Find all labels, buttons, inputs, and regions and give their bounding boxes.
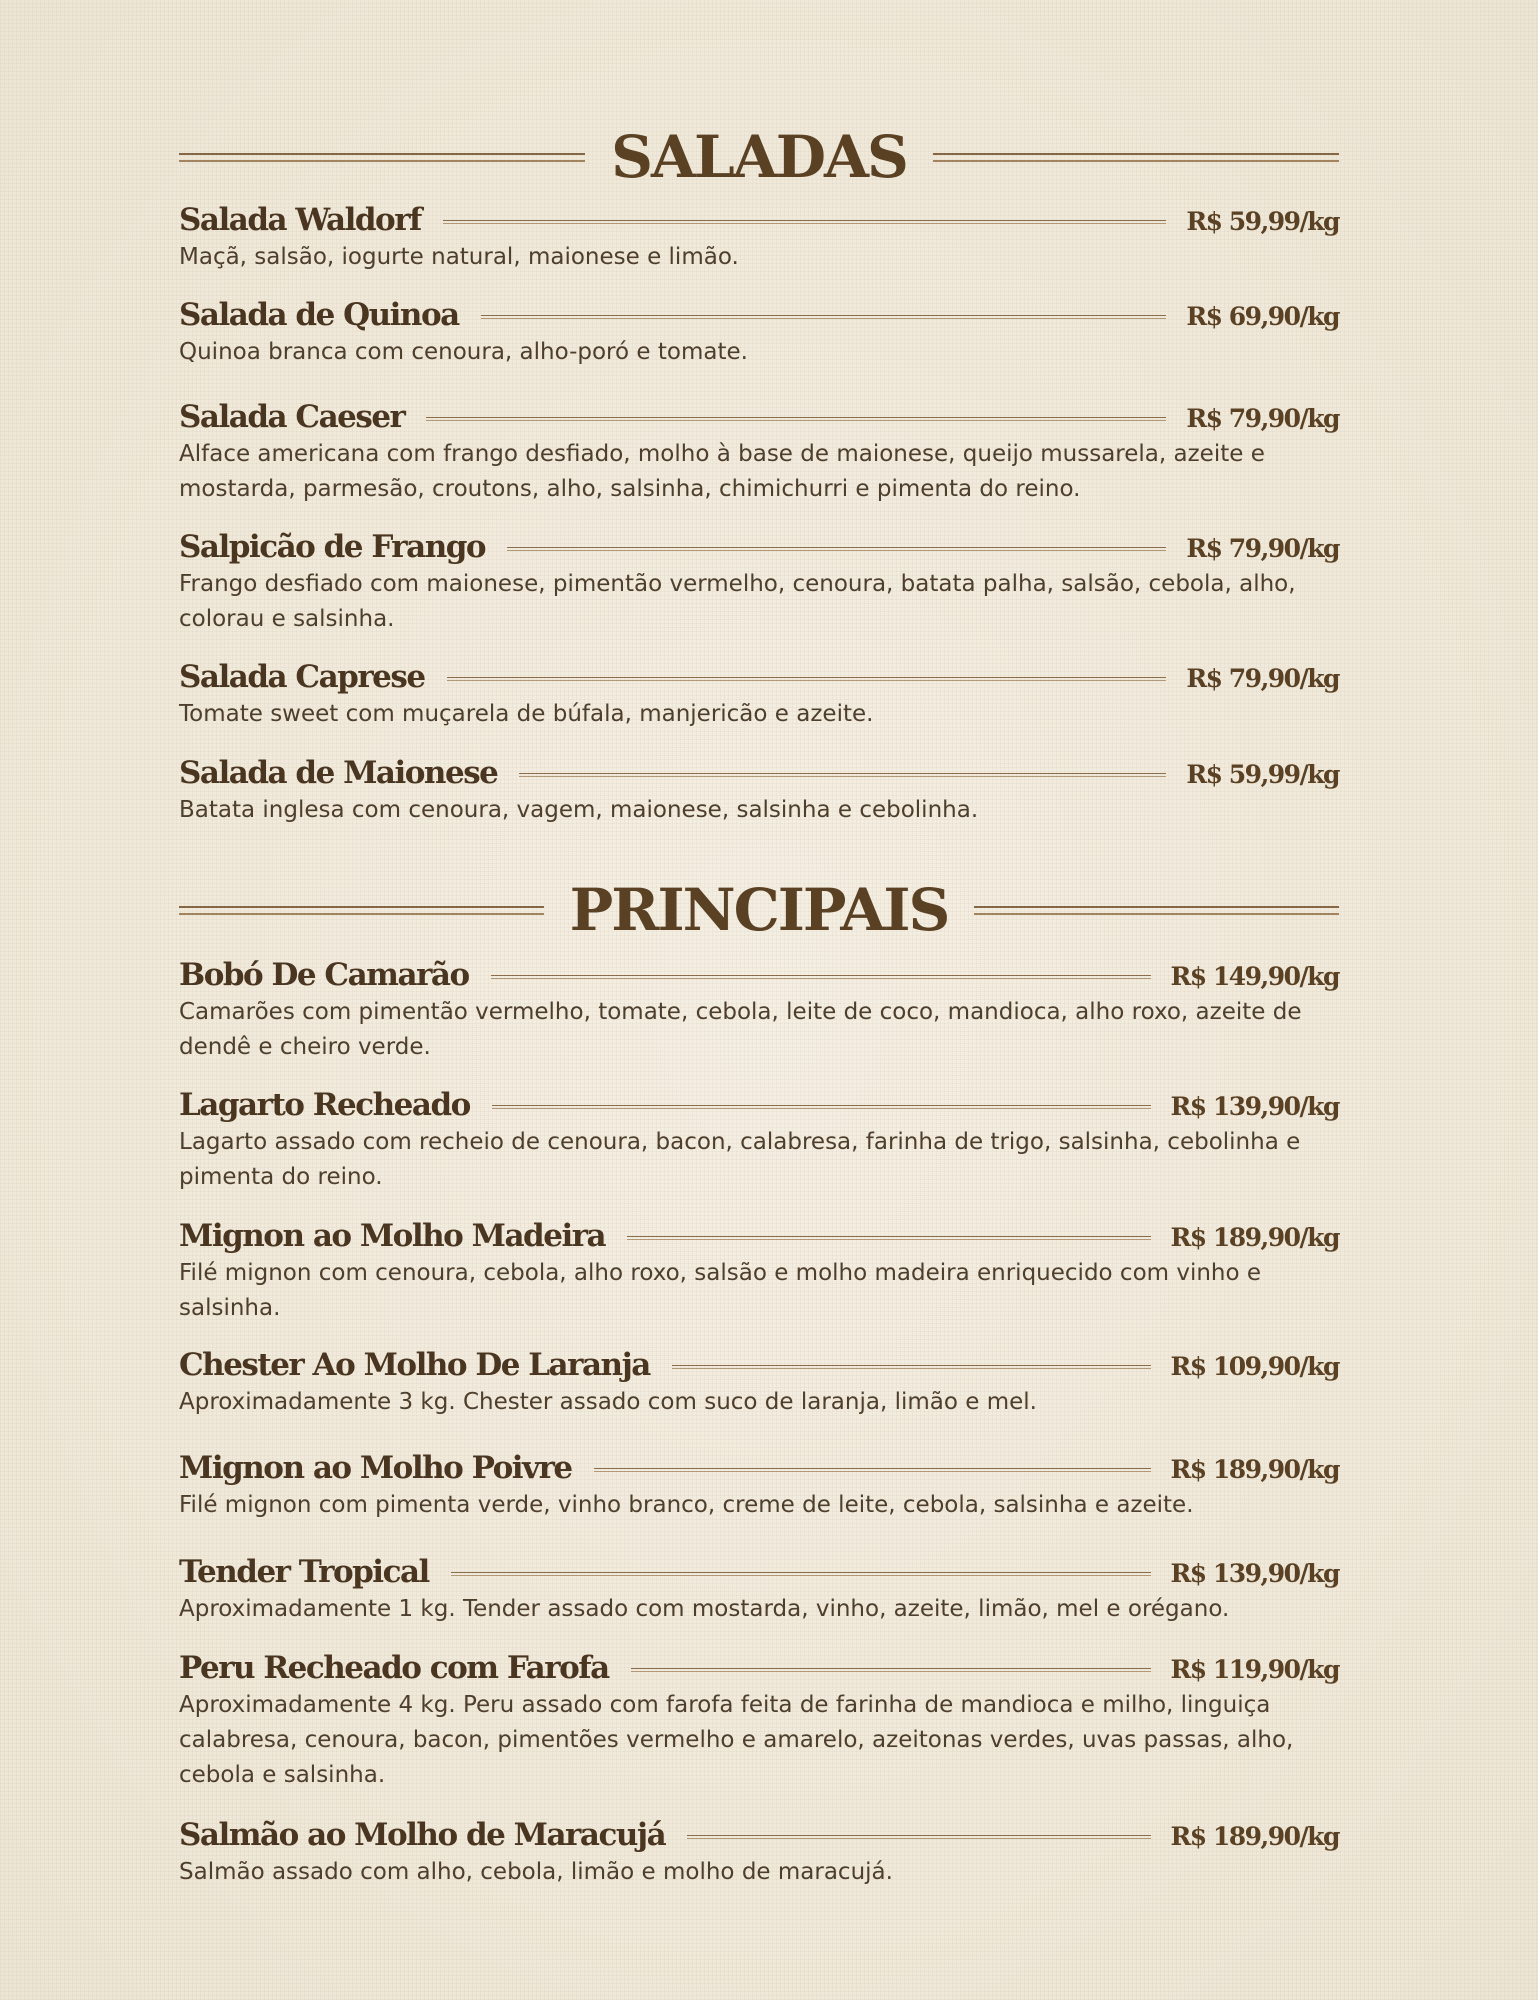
item-description: Filé mignon com pimenta verde, vinho branco, creme de leite, cebola, salsinha e azeite. — [179, 1492, 1194, 1518]
item-description: Quinoa branca com cenoura, alho-poró e tomate. — [179, 339, 748, 365]
item-divider — [447, 677, 1167, 681]
item-description: Frango desfiado com maionese, pimentão vermelho, cenoura, batata palha, salsão, cebola, alho, colorau e salsinha. — [179, 571, 1296, 632]
menu-item — [179, 1444, 1339, 1523]
item-divider — [627, 1236, 1150, 1240]
item-name: Salada Waldorf — [179, 202, 421, 238]
item-price: R$ 79,90/kg — [1186, 534, 1339, 563]
item-name: Mignon ao Molho Poivre — [179, 1450, 572, 1486]
menu-item — [179, 196, 1339, 275]
item-divider — [451, 1572, 1151, 1576]
item-divider — [491, 975, 1151, 979]
item-name: Salada Caeser — [179, 399, 405, 435]
menu-item — [179, 1341, 1339, 1420]
item-description: Camarões com pimentão vermelho, tomate, cebola, leite de coco, mandioca, alho roxo, azeite de dendê e cheiro verde. — [179, 999, 1302, 1060]
item-price: R$ 189,90/kg — [1170, 1223, 1339, 1252]
item-description: Aproximadamente 4 kg. Peru assado com farofa feita de farinha de mandioca e milho, linguiça calabresa, cenoura, bacon, pimentões vermelho e amarelo, azeitonas verdes, uvas passas, alho, cebola e salsinha. — [179, 1692, 1294, 1788]
header-rule-left — [179, 906, 544, 915]
item-divider — [687, 1835, 1150, 1839]
menu-item — [179, 291, 1339, 370]
item-divider — [519, 773, 1166, 777]
item-price: R$ 79,90/kg — [1186, 664, 1339, 693]
item-name: Peru Recheado com Farofa — [179, 1650, 609, 1686]
menu-item — [179, 1212, 1339, 1326]
item-description: Aproximadamente 1 kg. Tender assado com mostarda, vinho, azeite, limão, mel e orégano. — [179, 1596, 1230, 1622]
menu-item — [179, 1644, 1339, 1793]
item-price: R$ 139,90/kg — [1170, 1092, 1339, 1121]
item-divider — [594, 1468, 1151, 1472]
item-description: Tomate sweet com muçarela de búfala, manjericão e azeite. — [179, 701, 874, 727]
item-price: R$ 59,99/kg — [1186, 207, 1339, 236]
item-price: R$ 139,90/kg — [1170, 1559, 1339, 1588]
item-name: Salmão ao Molho de Maracujá — [179, 1817, 666, 1853]
item-name: Chester Ao Molho De Laranja — [179, 1347, 650, 1383]
item-price: R$ 79,90/kg — [1186, 404, 1339, 433]
item-price: R$ 189,90/kg — [1170, 1822, 1339, 1851]
item-description: Filé mignon com cenoura, cebola, alho roxo, salsão e molho madeira enriquecido com vinho e salsinha. — [179, 1260, 1262, 1321]
section-title: SALADAS — [611, 123, 907, 191]
item-price: R$ 119,90/kg — [1170, 1655, 1339, 1684]
item-divider — [426, 417, 1166, 421]
item-description: Alface americana com frango desfiado, molho à base de maionese, queijo mussarela, azeite e mostarda, parmesão, croutons, alho, salsinha, chimichurri e pimenta do reino. — [179, 441, 1265, 502]
item-divider — [481, 315, 1167, 319]
item-name: Bobó De Camarão — [179, 957, 469, 993]
section-header-saladas — [179, 123, 1339, 191]
section-title: PRINCIPAIS — [569, 876, 949, 944]
item-name: Mignon ao Molho Madeira — [179, 1218, 606, 1254]
item-name: Salada Caprese — [179, 659, 425, 695]
item-divider — [631, 1668, 1151, 1672]
item-name: Salada de Quinoa — [179, 297, 459, 333]
item-name: Salpicão de Frango — [179, 529, 486, 565]
header-rule-right — [933, 153, 1339, 162]
menu-item — [179, 1081, 1339, 1195]
item-name: Tender Tropical — [179, 1554, 429, 1590]
item-name: Salada de Maionese — [179, 755, 498, 791]
item-price: R$ 59,99/kg — [1186, 760, 1339, 789]
menu-item — [179, 653, 1339, 732]
menu-item — [179, 749, 1339, 828]
item-price: R$ 149,90/kg — [1170, 962, 1339, 991]
item-description: Lagarto assado com recheio de cenoura, bacon, calabresa, farinha de trigo, salsinha, cebolinha e pimenta do reino. — [179, 1129, 1301, 1190]
item-price: R$ 109,90/kg — [1170, 1352, 1339, 1381]
item-divider — [672, 1365, 1151, 1369]
item-name: Lagarto Recheado — [179, 1087, 470, 1123]
item-divider — [492, 1105, 1151, 1109]
menu-item — [179, 1548, 1339, 1627]
section-header-principais — [179, 876, 1339, 944]
menu-item — [179, 1811, 1339, 1890]
item-price: R$ 69,90/kg — [1186, 302, 1339, 331]
item-price: R$ 189,90/kg — [1170, 1455, 1339, 1484]
item-description: Maçã, salsão, iogurte natural, maionese e limão. — [179, 244, 739, 270]
item-divider — [507, 547, 1166, 551]
item-divider — [443, 220, 1167, 224]
header-rule-left — [179, 153, 585, 162]
item-description: Aproximadamente 3 kg. Chester assado com suco de laranja, limão e mel. — [179, 1389, 1037, 1415]
menu-item — [179, 393, 1339, 507]
menu-item — [179, 523, 1339, 637]
menu-item — [179, 951, 1339, 1065]
item-description: Salmão assado com alho, cebola, limão e molho de maracujá. — [179, 1859, 893, 1885]
item-description: Batata inglesa com cenoura, vagem, maionese, salsinha e cebolinha. — [179, 797, 979, 823]
header-rule-right — [974, 906, 1339, 915]
